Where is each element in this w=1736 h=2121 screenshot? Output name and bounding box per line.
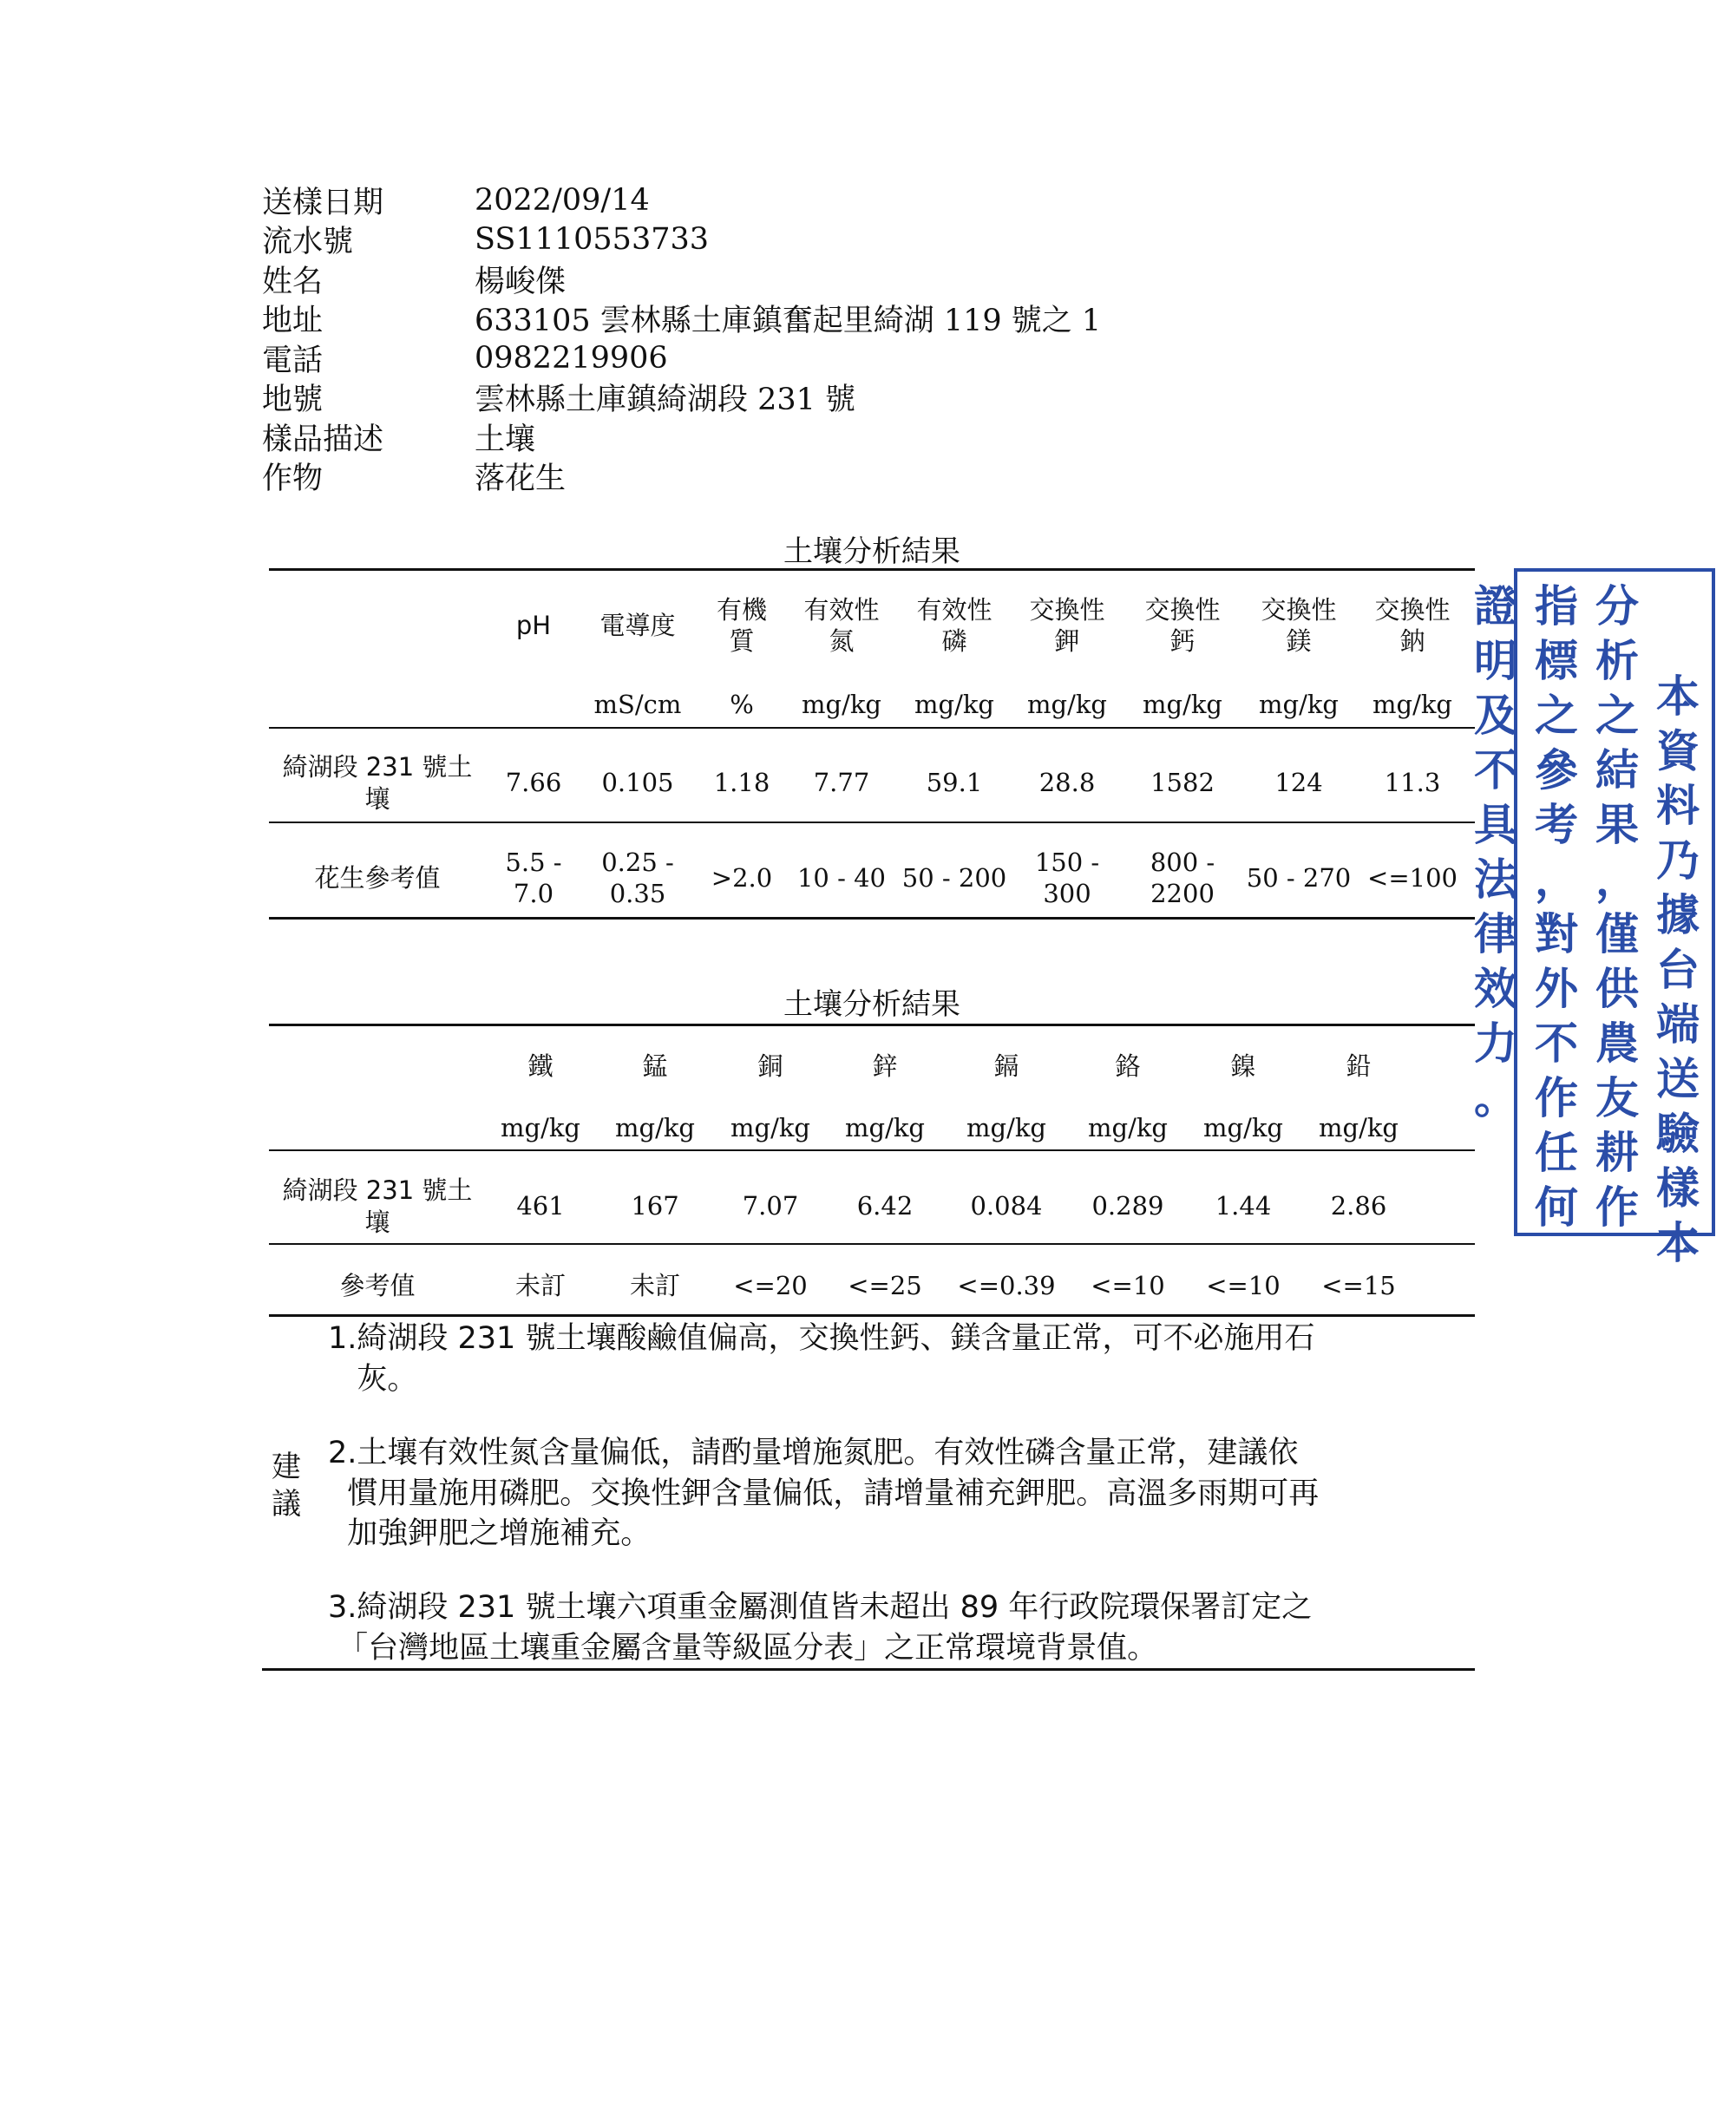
advice-item-3: 3.綺湖段 231 號土壤六項重金屬測值皆未超出 89 年行政院環保署訂定之 「台灣地區土壤重金屬含量等級區分表」之正常環境背景值。	[328, 1590, 1313, 1666]
table1-row-label: 花生參考值	[314, 862, 441, 893]
table2-header-row	[269, 1047, 1475, 1085]
table2-cell: 6.42	[856, 1191, 914, 1221]
info-value: 楊峻傑	[475, 264, 567, 299]
info-label: 姓名	[262, 264, 324, 299]
table2-header-rule	[269, 1149, 1475, 1151]
info-label: 流水號	[262, 225, 354, 260]
table1-header: 交換性 鈉	[1374, 594, 1451, 656]
table1-unit: mg/kg	[1143, 689, 1222, 719]
table2-unit: mg/kg	[1088, 1112, 1168, 1142]
table2-cell: <=25	[848, 1270, 922, 1300]
table2-header: 鐵	[527, 1051, 554, 1081]
table2-cell: 0.289	[1091, 1191, 1164, 1221]
table2-unit-row	[269, 1110, 1475, 1145]
table1-row-reference	[269, 839, 1475, 917]
table1-cell: 1.18	[713, 768, 770, 798]
table2-cell: 167	[631, 1191, 679, 1221]
table2-row-label: 參考值	[339, 1270, 416, 1300]
table1-header: 有效性 氮	[803, 594, 880, 656]
table2-unit: mg/kg	[1319, 1112, 1399, 1142]
table1-header-row	[269, 590, 1475, 661]
info-value: 633105 雲林縣土庫鎮奮起里綺湖 119 號之 1	[475, 304, 1102, 339]
table1-cell: 150 - 300	[1034, 847, 1100, 908]
info-value: 0982219906	[475, 340, 668, 376]
advice-label: 建 議	[272, 1450, 301, 1522]
table2-row-reference	[269, 1267, 1475, 1305]
table2-cell: <=0.39	[957, 1270, 1056, 1300]
table2-top-rule	[269, 1024, 1475, 1026]
table2-unit: mg/kg	[730, 1112, 810, 1142]
table2-header: 銅	[757, 1051, 783, 1081]
info-label: 地號	[262, 383, 324, 418]
table2-cell: <=15	[1321, 1270, 1396, 1300]
table2-header: 鉻	[1115, 1051, 1141, 1081]
table1-unit: mg/kg	[1027, 689, 1107, 719]
table2-header: 鉛	[1346, 1051, 1372, 1081]
table2-cell: 2.86	[1330, 1191, 1387, 1221]
table1-unit-row	[269, 687, 1475, 722]
info-row	[262, 338, 1216, 378]
info-label: 電話	[262, 343, 324, 378]
table2-header: 錳	[642, 1051, 668, 1081]
table1-header: 交換性 鎂	[1261, 594, 1337, 656]
table1-unit: mg/kg	[914, 689, 994, 719]
table2-title: 土壤分析結果	[783, 987, 960, 1022]
table1-cell: 800 - 2200	[1150, 847, 1215, 908]
info-label: 送樣日期	[262, 185, 384, 220]
table1-cell: 59.1	[926, 768, 983, 798]
info-value: SS1110553733	[475, 222, 710, 258]
table2-cell: 未訂	[514, 1270, 566, 1300]
stamp-column: 指 標 之 參 考 ， 對 外 不 作 任 何	[1535, 580, 1578, 1233]
info-row	[262, 259, 1216, 299]
table1-header: 有效性 磷	[916, 594, 992, 656]
table1-cell: 50 - 200	[901, 862, 1007, 893]
info-row	[262, 457, 1216, 497]
table2-cell: <=20	[733, 1270, 808, 1300]
stamp-column: 分 析 之 結 果 ， 僅 供 農 友 耕 作	[1595, 580, 1639, 1233]
table1-cell: 7.66	[505, 768, 562, 798]
info-row	[262, 378, 1216, 418]
sample-info	[262, 180, 1216, 496]
table2-unit: mg/kg	[1203, 1112, 1283, 1142]
table2-unit: mg/kg	[845, 1112, 925, 1142]
table2-cell: 0.084	[970, 1191, 1043, 1221]
table2-mid-rule	[269, 1243, 1475, 1245]
table2-header: 鋅	[872, 1051, 898, 1081]
table1-title: 土壤分析結果	[783, 534, 960, 569]
advice-bottom-rule	[262, 1668, 1475, 1671]
table1-top-rule	[269, 568, 1475, 571]
table1-unit: mg/kg	[1372, 689, 1452, 719]
table1-unit: mg/kg	[802, 689, 881, 719]
table1-cell: <=100	[1367, 862, 1458, 893]
table1-cell: 50 - 270	[1246, 862, 1352, 893]
stamp-column: 本 資 料 乃 據 台 端 送 驗 樣 本	[1656, 671, 1700, 1268]
table1-cell: 5.5 - 7.0	[505, 847, 562, 908]
disclaimer-stamp	[1474, 568, 1715, 1268]
info-value: 雲林縣土庫鎮綺湖段 231 號	[475, 383, 856, 418]
table2-header: 鎘	[993, 1051, 1019, 1081]
table1-header: pH	[515, 610, 552, 640]
table1-header: 有機 質	[716, 594, 767, 656]
table1-cell: >2.0	[711, 862, 773, 893]
info-label: 作物	[262, 462, 324, 497]
table2-cell: 未訂	[629, 1270, 680, 1300]
table1-cell: 10 - 40	[796, 862, 887, 893]
table1-cell: 0.25 - 0.35	[601, 847, 674, 908]
table1-mid-rule	[269, 822, 1475, 823]
info-label: 地址	[262, 304, 324, 339]
table1-cell: 0.105	[601, 768, 674, 798]
table2-header: 鎳	[1230, 1051, 1256, 1081]
table2-unit: mg/kg	[615, 1112, 695, 1142]
table1-unit	[486, 687, 581, 722]
table1-row-sample	[269, 746, 1475, 820]
info-row	[262, 180, 1216, 220]
table2-row-sample	[269, 1169, 1475, 1243]
table1-unit: mg/kg	[1259, 689, 1339, 719]
table1-header-rule	[269, 727, 1475, 729]
table2-unit: mg/kg	[501, 1112, 580, 1142]
advice-item-2: 2.土壤有效性氮含量偏低，請酌量增施氮肥。有效性磷含量正常，建議依 慣用量施用磷肥。交換性鉀含量偏低，請增量補充鉀肥。高溫多雨期可再 加強鉀肥之增施補充。	[328, 1436, 1320, 1552]
info-value: 土壤	[475, 422, 536, 457]
table1-header: 交換性 鈣	[1144, 594, 1221, 656]
table2-row-label: 綺湖段 231 號土 壤	[282, 1175, 473, 1237]
info-row	[262, 417, 1216, 457]
table2-cell: 461	[516, 1191, 565, 1221]
info-value: 2022/09/14	[475, 182, 650, 218]
table1-cell: 124	[1274, 768, 1323, 798]
table1-cell: 28.8	[1038, 768, 1096, 798]
table1-unit: mS/cm	[593, 689, 682, 719]
info-value: 落花生	[475, 462, 567, 497]
info-row	[262, 299, 1216, 339]
table2-cell: <=10	[1206, 1270, 1281, 1300]
table1-cell: 7.77	[813, 768, 870, 798]
table2-bottom-rule	[269, 1314, 1475, 1317]
table2-cell: 1.44	[1215, 1191, 1272, 1221]
info-row	[262, 220, 1216, 260]
table2-unit: mg/kg	[966, 1112, 1046, 1142]
table1-cell: 1582	[1150, 768, 1215, 798]
table1-bottom-rule	[269, 917, 1475, 920]
advice-item-1: 1.綺湖段 231 號土壤酸鹼值偏高，交換性鈣、鎂含量正常，可不必施用石 灰。	[328, 1321, 1315, 1397]
stamp-column: 證 明 及 不 具 法 律 效 力 。	[1474, 580, 1517, 1123]
table1-header: 電導度	[599, 610, 676, 640]
info-label: 樣品描述	[262, 422, 384, 457]
table1-unit: %	[730, 689, 754, 719]
table2-cell: 7.07	[742, 1191, 799, 1221]
table1-row-label: 綺湖段 231 號土 壤	[282, 752, 473, 814]
table2-cell: <=10	[1091, 1270, 1165, 1300]
table1-header: 交換性 鉀	[1029, 594, 1105, 656]
table1-cell: 11.3	[1384, 768, 1441, 798]
